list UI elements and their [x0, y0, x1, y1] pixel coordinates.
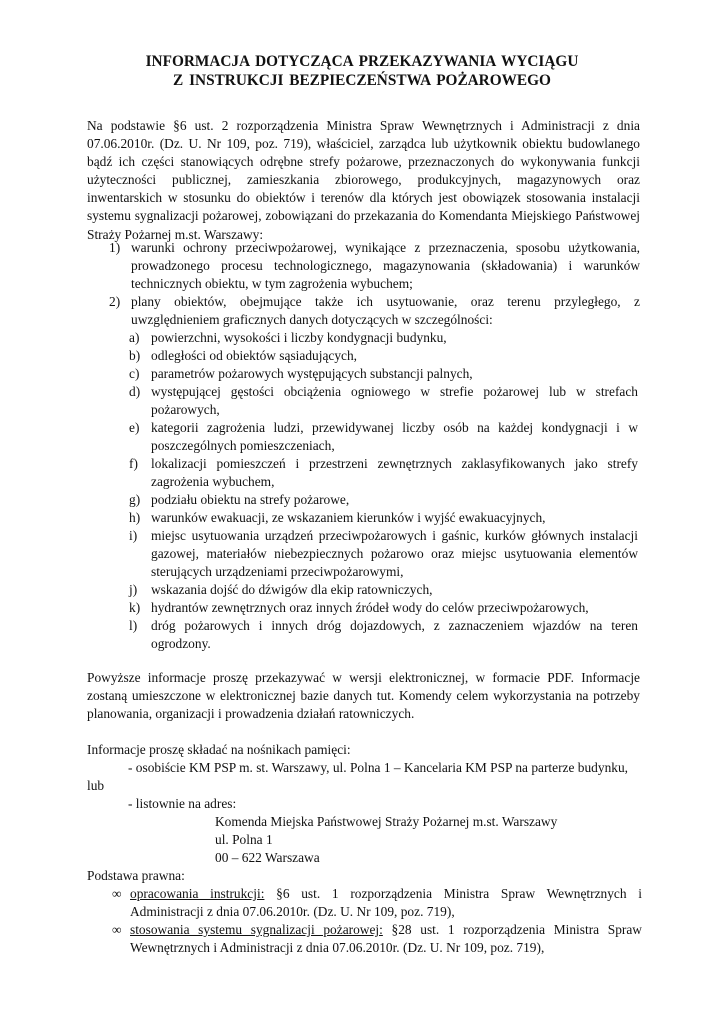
legal-basis-label: opracowania instrukcji:: [130, 886, 265, 901]
media-intro: Informacje proszę składać na nośnikach pamięci:: [87, 742, 351, 757]
sub-item-text: kategorii zagrożenia ludzi, przewidywanej liczby osób na każdej kondygnacji i w poszczególnych pomieszczeniach,: [151, 420, 638, 454]
sub-item-text: warunków ewakuacji, ze wskazaniem kierunków i wyjść ewakuacyjnych,: [151, 510, 546, 525]
list-marker: 1): [109, 240, 121, 255]
sub-marker: g): [129, 492, 141, 507]
delivery-option-in-person: - osobiście KM PSP m. st. Warszawy, ul. Polna 1 – Kancelaria KM PSP na parterze budynku,: [128, 760, 629, 775]
address-line-2: ul. Polna 1: [215, 832, 273, 847]
sub-marker: c): [129, 366, 140, 381]
legal-basis-text: [130, 921, 642, 957]
sub-marker: j): [129, 582, 138, 597]
sub-item-text: podziału obiektu na strefy pożarowe,: [151, 492, 350, 507]
sub-item-text: hydrantów zewnętrznych oraz innych źródeł wody do celów przeciwpożarowych,: [151, 600, 589, 615]
sub-item-text: występującej gęstości obciążenia ogniowego w strefie pożarowej lub w strefach pożarowych,: [151, 384, 638, 418]
or-text: lub: [87, 778, 105, 793]
sub-item-text: parametrów pożarowych występujących substancji palnych,: [151, 366, 473, 381]
sub-item-text: lokalizacji pomieszczeń i przestrzeni zewnętrznych zaklasyfikowanych jako strefy zagrożenia wybuchem,: [151, 456, 638, 490]
sub-marker: d): [129, 384, 141, 399]
list-marker: 2): [109, 294, 121, 309]
legal-basis-detail: §28 ust. 1 rozporządzenia Ministra Spraw Wewnętrznych i Administracji z dnia 07.06.2010r. (Dz. U. Nr 109, poz. 719),: [130, 922, 642, 956]
legal-basis-heading: Podstawa prawna:: [87, 868, 185, 883]
sub-item-text: odległości od obiektów sąsiadujących,: [151, 348, 358, 363]
sub-item-text: powierzchni, wysokości i liczby kondygnacji budynku,: [151, 330, 447, 345]
address-line-3: 00 – 622 Warszawa: [215, 850, 320, 865]
sub-marker: l): [129, 618, 138, 633]
legal-basis-text: [130, 885, 642, 921]
sub-marker: k): [129, 600, 141, 615]
infinity-bullet-icon: ∞: [112, 886, 122, 901]
sub-item-text: dróg pożarowych i innych dróg dojazdowych, z zaznaczeniem wjazdów na teren ogrodzony.: [151, 618, 638, 652]
sub-marker: a): [129, 330, 140, 345]
list-item-text: warunki ochrony przeciwpożarowej, wynikające z przeznaczenia, sposobu użytkowania, prowadzonego procesu technologicznego, magazynowania (składowania) i warunków technicznych obiektu, w tym zagrożenia wybuchem;: [131, 240, 640, 292]
title-line-2: Z INSTRUKCJI BEZPIECZEŃSTWA POŻAROWEGO: [173, 72, 551, 89]
intro-paragraph: Na podstawie §6 ust. 2 rozporządzenia Ministra Spraw Wewnętrznych i Administracji z dnia 07.06.2010r. (Dz. U. Nr 109, poz. 719), właściciel, zarządca lub użytkownik obiektu budowlanego bądź ich części stanowiących odrębne strefy pożarowe, przeznaczonych do wykonywania funkcji użyteczności publicznej, zamieszkania zbiorowego, produkcyjnych, magazynowych oraz inwentarskich w stosunku do obiektów i terenów dla których jest obowiązek stosowania instalacji systemu sygnalizacji pożarowej, zobowiązani do przekazania do Komendanta Miejskiego Państwowej Straży Pożarnej m.st. Warszawy:: [87, 118, 640, 242]
sub-marker: b): [129, 348, 141, 363]
sub-item-text: miejsc usytuowania urządzeń przeciwpożarowych i gaśnic, kurków głównych instalacji gazowej, materiałów niebezpiecznych pożarowo oraz miejsc usytuowania elementów sterujących urządzeniami przeciwpożarowymi,: [151, 528, 638, 580]
electronic-format-paragraph: Powyższe informacje proszę przekazywać w wersji elektronicznej, w formacie PDF. Informacje zostaną umieszczone w elektronicznej bazie danych tut. Komendy celem wykorzystania na potrzeby planowania, organizacji i prowadzenia działań ratowniczych.: [87, 670, 640, 722]
sub-marker: e): [129, 420, 140, 435]
delivery-option-mail: - listownie na adres:: [128, 796, 237, 811]
infinity-bullet-icon: ∞: [112, 922, 122, 937]
sub-item-text: wskazania dojść do dźwigów dla ekip ratowniczych,: [151, 582, 433, 597]
legal-basis-detail: §6 ust. 1 rozporządzenia Ministra Spraw Wewnętrznych i Administracji z dnia 07.06.2010r. (Dz. U. Nr 109, poz. 719),: [130, 886, 642, 920]
document-title: [60, 52, 664, 90]
sub-marker: f): [129, 456, 138, 471]
list-item-text: plany obiektów, obejmujące także ich usytuowanie, oraz terenu przyległego, z uwzględnieniem graficznych danych dotyczących w szczególności:: [131, 294, 640, 328]
title-line-1: INFORMACJA DOTYCZĄCA PRZEKAZYWANIA WYCIĄGU: [145, 53, 579, 70]
address-line-1: Komenda Miejska Państwowej Straży Pożarnej m.st. Warszawy: [215, 814, 558, 829]
sub-marker: h): [129, 510, 141, 525]
sub-marker: i): [129, 528, 138, 543]
legal-basis-label: stosowania systemu sygnalizacji pożarowej:: [130, 922, 383, 937]
